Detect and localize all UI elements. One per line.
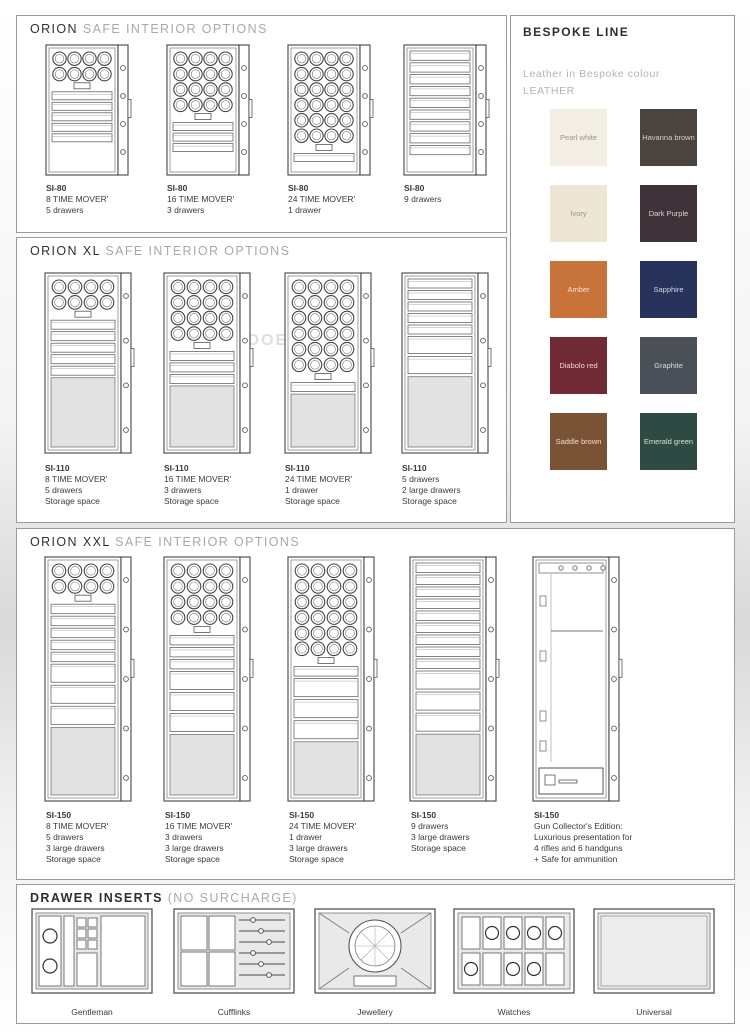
orion-xl-safe-3 [284, 272, 382, 454]
spec-line: 8 TIME MOVER' [45, 474, 108, 484]
swatch-dark-purple: Dark Purple [640, 185, 697, 242]
orion-caption-2 [167, 183, 234, 216]
spec-line: Gun Collector's Edition: [534, 821, 623, 831]
orion-xxl-caption-3 [289, 810, 356, 865]
swatch-emerald-green: Emerald green [640, 413, 697, 470]
orion-safe-3 [287, 44, 381, 176]
insert-label-universal: Universal [636, 1007, 672, 1017]
orion-xl-safe-4 [401, 272, 499, 454]
spec-line: 5 drawers [46, 832, 84, 842]
spec-line: 16 TIME MOVER' [167, 194, 235, 204]
spec-line: 5 drawers [402, 474, 440, 484]
model-code: SI-150 [534, 810, 560, 820]
spec-line: 8 TIME MOVER' [46, 194, 109, 204]
orion-xxl-caption-1 [46, 810, 108, 865]
spec-line: Storage space [411, 843, 466, 853]
spec-line: 3 large drawers [165, 843, 224, 853]
orion-xl-safe-1 [44, 272, 142, 454]
model-code: SI-150 [165, 810, 191, 820]
spec-line: + Safe for ammunition [534, 854, 618, 864]
orion-caption-4 [404, 183, 441, 205]
orion-xxl-safe-3 [287, 556, 385, 802]
swatch-amber: Amber [550, 261, 607, 318]
insert-label-jewellery: Jewellery [357, 1007, 393, 1017]
insert-universal [593, 908, 715, 994]
orion-safe-4 [403, 44, 497, 176]
swatch-havanna-brown: Havanna brown [640, 109, 697, 166]
spec-line: Storage space [402, 496, 457, 506]
bespoke-subtitle: Leather in Bespoke colour LEATHER [523, 68, 660, 97]
spec-line: Luxurious presentation for [534, 832, 633, 842]
insert-cufflinks [173, 908, 295, 994]
spec-line: 3 drawers [164, 485, 202, 495]
orion-xl-caption-1 [45, 463, 107, 507]
orion-title: ORION SAFE INTERIOR OPTIONS [30, 22, 268, 36]
orion-xl-title: ORION XL SAFE INTERIOR OPTIONS [30, 244, 291, 258]
spec-line: 3 large drawers [289, 843, 348, 853]
swatch-sapphire: Sapphire [640, 261, 697, 318]
insert-gentleman [31, 908, 153, 994]
spec-line: Storage space [285, 496, 340, 506]
orion-xxl-safe-5 [532, 556, 630, 802]
spec-line: 5 drawers [45, 485, 83, 495]
spec-line: 9 drawers [411, 821, 449, 831]
bespoke-title: BESPOKE LINE [523, 25, 630, 39]
spec-line: 24 TIME MOVER' [288, 194, 356, 204]
orion-xxl-safe-2 [163, 556, 261, 802]
spec-line: 8 TIME MOVER' [46, 821, 109, 831]
orion-xxl-safe-1 [44, 556, 142, 802]
spec-line: 1 drawer [289, 832, 323, 842]
orion-xl-caption-4 [402, 463, 461, 507]
model-code: SI-110 [45, 463, 70, 473]
swatch-graphite: Graphite [640, 337, 697, 394]
spec-line: 3 drawers [165, 832, 203, 842]
insert-watches [453, 908, 575, 994]
spec-line: 24 TIME MOVER' [289, 821, 357, 831]
spec-line: 24 TIME MOVER' [285, 474, 353, 484]
spec-line: 3 large drawers [46, 843, 105, 853]
orion-xl-caption-3 [285, 463, 352, 507]
model-code: SI-110 [402, 463, 427, 473]
spec-line: Storage space [164, 496, 219, 506]
bespoke-panel [510, 15, 735, 523]
spec-line: 4 rifles and 6 handguns [534, 843, 623, 853]
orion-xxl-caption-5 [534, 810, 632, 865]
spec-line: Storage space [165, 854, 220, 864]
model-code: SI-150 [411, 810, 437, 820]
orion-safe-1 [45, 44, 139, 176]
spec-line: 9 drawers [404, 194, 442, 204]
spec-line: Storage space [45, 496, 100, 506]
swatch-ivory: Ivory [550, 185, 607, 242]
orion-safe-2 [166, 44, 260, 176]
spec-line: Storage space [289, 854, 344, 864]
insert-label-cufflinks: Cufflinks [217, 1007, 251, 1017]
orion-xxl-caption-2 [165, 810, 232, 865]
orion-xl-caption-2 [164, 463, 231, 507]
model-code: SI-110 [164, 463, 189, 473]
swatch-diabolo-red: Diabolo red [550, 337, 607, 394]
spec-line: 3 drawers [167, 205, 205, 215]
model-code: SI-80 [288, 183, 309, 193]
insert-jewellery [314, 908, 436, 994]
inserts-title: DRAWER INSERTS (NO SURCHARGE) [30, 891, 298, 905]
orion-xxl-safe-4 [409, 556, 507, 802]
spec-line: 16 TIME MOVER' [165, 821, 233, 831]
orion-xxl-title: ORION XXL SAFE INTERIOR OPTIONS [30, 535, 301, 549]
model-code: SI-80 [404, 183, 425, 193]
orion-caption-3 [288, 183, 355, 216]
insert-label-watches: Watches [497, 1007, 531, 1017]
spec-line: 1 drawer [285, 485, 319, 495]
orion-xl-safe-2 [163, 272, 261, 454]
spec-line: 5 drawers [46, 205, 84, 215]
orion-xxl-caption-4 [411, 810, 470, 854]
spec-line: 1 drawer [288, 205, 322, 215]
swatch-saddle-brown: Saddle brown [550, 413, 607, 470]
model-code: SI-150 [289, 810, 315, 820]
model-code: SI-150 [46, 810, 72, 820]
spec-line: 2 large drawers [402, 485, 461, 495]
orion-caption-1 [46, 183, 108, 216]
swatch-pearl-white: Pearl white [550, 109, 607, 166]
model-code: SI-110 [285, 463, 310, 473]
model-code: SI-80 [167, 183, 188, 193]
spec-line: 16 TIME MOVER' [164, 474, 232, 484]
insert-label-gentleman: Gentleman [71, 1007, 113, 1017]
spec-line: Storage space [46, 854, 101, 864]
model-code: SI-80 [46, 183, 67, 193]
spec-line: 3 large drawers [411, 832, 470, 842]
